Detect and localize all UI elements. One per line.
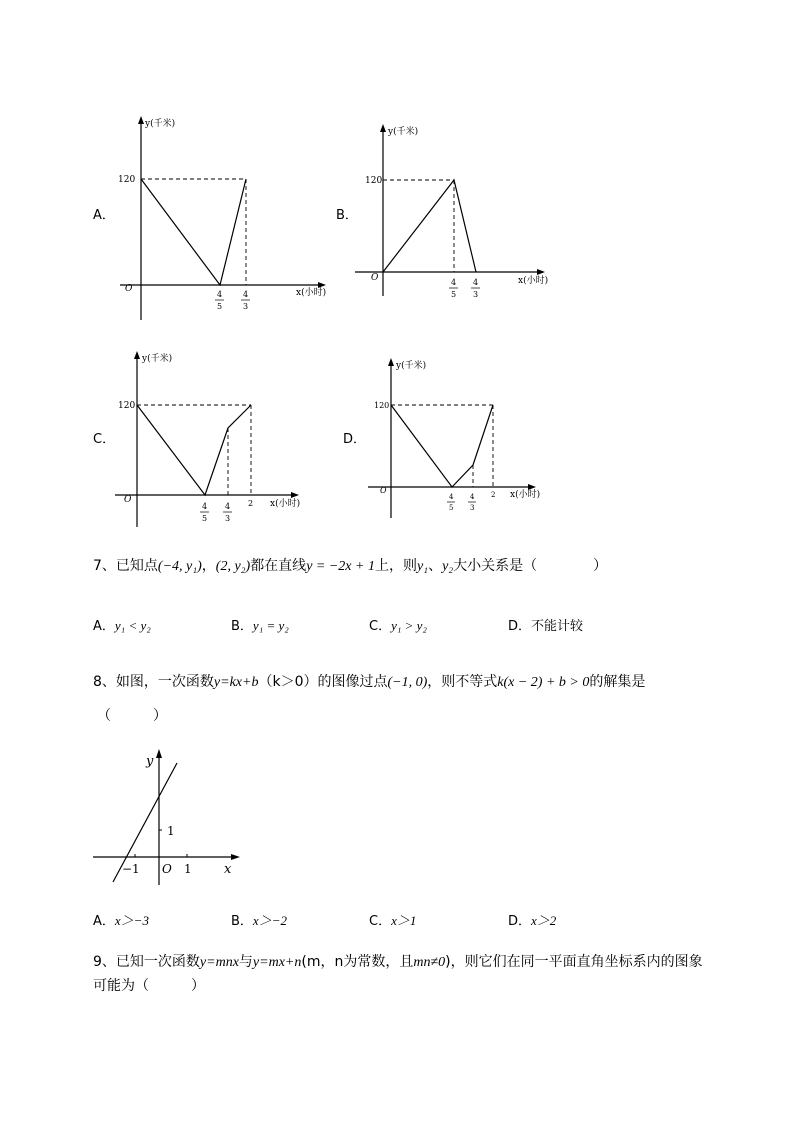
tick-numerator: 4 (470, 493, 475, 501)
origin-label: O (380, 486, 387, 495)
y-tick-label: 120 (118, 401, 136, 411)
q7-mid: 都在直线 (250, 558, 307, 574)
q8-mid: 的图像过点 (317, 674, 388, 690)
tick-denominator: 5 (217, 302, 223, 311)
question-8 (93, 671, 645, 691)
q9-text: (m，n为常数，且 (301, 954, 414, 970)
option-a-label: A． (93, 208, 115, 223)
tick-denominator: 3 (243, 302, 249, 311)
y-axis-arrow (156, 749, 162, 758)
q9-text: )，则它们在同一平面直角坐标系内的图象 (445, 954, 703, 970)
x-tick-1: 1 (184, 862, 192, 876)
y-axis-label: y(千米) (388, 127, 419, 137)
y-axis-arrow (134, 351, 140, 359)
q8-condition: （k＞0） (258, 674, 318, 690)
tick-denominator: 5 (449, 504, 454, 512)
q9-condition: mn≠0 (413, 955, 446, 970)
q8-option-b[interactable]: B．x＞−2 (231, 913, 287, 929)
q8-option-c[interactable]: C．x＞1 (369, 913, 417, 929)
q7-option-c[interactable]: C．y₁ > y₂ (369, 618, 427, 634)
y-axis-arrow (388, 358, 394, 366)
option-b-label: B． (336, 208, 358, 223)
graph-c (110, 345, 310, 535)
tick-denominator: 5 (451, 290, 457, 299)
graph-b (355, 118, 555, 308)
q7-var-2: y₂ (442, 559, 454, 574)
tick-numerator: 4 (243, 290, 249, 299)
q9-text: 与 (238, 954, 253, 970)
q8-answer-paren: （ ） (97, 708, 167, 724)
graph-polyline (137, 405, 251, 495)
x-axis-label: x(小时) (510, 490, 541, 500)
tick-numerator: 4 (473, 278, 479, 287)
graph-polyline (383, 180, 476, 272)
y-axis-label: y(千米) (145, 119, 176, 129)
q7-suffix: 大小关系是（ ） (453, 558, 608, 574)
q7-mid2: 上，则 (374, 558, 417, 574)
graph-polyline (391, 405, 493, 487)
x-label: x (224, 862, 232, 877)
origin-label: O (125, 284, 133, 294)
tick-denominator: 3 (225, 514, 231, 523)
y-label: y (146, 754, 154, 769)
q7-option-b[interactable]: B．y₁ = y₂ (231, 618, 289, 634)
x-axis-label: x(小时) (296, 288, 327, 298)
q7-prefix: 7、已知点 (93, 558, 158, 574)
q8-inequality: k(x − 2) + b > 0 (497, 675, 590, 690)
y-tick-label: 120 (365, 176, 383, 186)
x-tick-neg-1: −1 (122, 862, 140, 876)
tick-label-2: 2 (248, 499, 254, 508)
q7-option-a[interactable]: A．y₁ < y₂ (93, 618, 151, 634)
q7-sep: ， (201, 558, 216, 574)
tick-numerator: 4 (449, 493, 454, 501)
origin-label: O (124, 495, 132, 505)
q7-option-d[interactable]: D．不能计较 (508, 619, 584, 634)
option-c-label: C． (93, 432, 116, 447)
y-tick-label: 120 (118, 175, 136, 185)
question-7 (93, 555, 607, 575)
question-9-line-2: 可能为（ ） (93, 978, 205, 994)
y-tick-1: 1 (167, 824, 175, 838)
q8-mid2: ，则不等式 (427, 674, 498, 690)
tick-denominator: 3 (473, 290, 479, 299)
q7-point-2: (2, y₂) (215, 559, 251, 574)
origin-label: O (371, 273, 379, 283)
y-axis-label: y(千米) (396, 361, 427, 371)
q8-function: y=kx+b (213, 675, 259, 690)
tick-numerator: 4 (202, 502, 208, 511)
y-axis-arrow (138, 116, 144, 124)
q8-suffix: 的解集是 (589, 674, 646, 690)
q8-point: (−1, 0) (387, 675, 428, 690)
x-axis-label: x(小时) (270, 499, 301, 509)
q7-dun: 、 (428, 558, 443, 574)
y-axis-label: y(千米) (142, 354, 173, 364)
q7-point-1: (−4, y₁) (157, 559, 202, 574)
question-9-line-1 (93, 951, 703, 971)
tick-numerator: 4 (217, 290, 223, 299)
option-d-label: D． (343, 432, 367, 447)
x-axis-arrow (231, 854, 240, 860)
q8-graph (90, 745, 250, 885)
graph-a (110, 110, 340, 330)
q7-line-equation: y = −2x + 1 (306, 559, 375, 574)
q9-text: 9、已知一次函数 (93, 954, 200, 970)
origin-label: O (162, 862, 172, 876)
graph-d (360, 352, 560, 522)
tick-label-2: 2 (491, 491, 496, 499)
q8-prefix: 8、如图，一次函数 (93, 674, 214, 690)
tick-numerator: 4 (225, 502, 231, 511)
y-tick-label: 120 (374, 401, 390, 410)
y-axis-arrow (380, 124, 386, 132)
x-axis-label: x(小时) (518, 276, 549, 286)
q7-var-1: y₁ (416, 559, 429, 574)
q9-function-1: y=mnx (199, 955, 239, 970)
q8-option-a[interactable]: A．x＞−3 (93, 913, 149, 929)
x-axis-arrow (537, 269, 545, 275)
q8-option-d[interactable]: D．x＞2 (508, 913, 557, 929)
tick-numerator: 4 (451, 278, 457, 287)
q9-function-2: y=mx+n (252, 955, 302, 970)
graph-polyline (141, 179, 246, 285)
tick-denominator: 5 (202, 514, 208, 523)
tick-denominator: 3 (470, 504, 475, 512)
x-axis-arrow (291, 492, 299, 498)
